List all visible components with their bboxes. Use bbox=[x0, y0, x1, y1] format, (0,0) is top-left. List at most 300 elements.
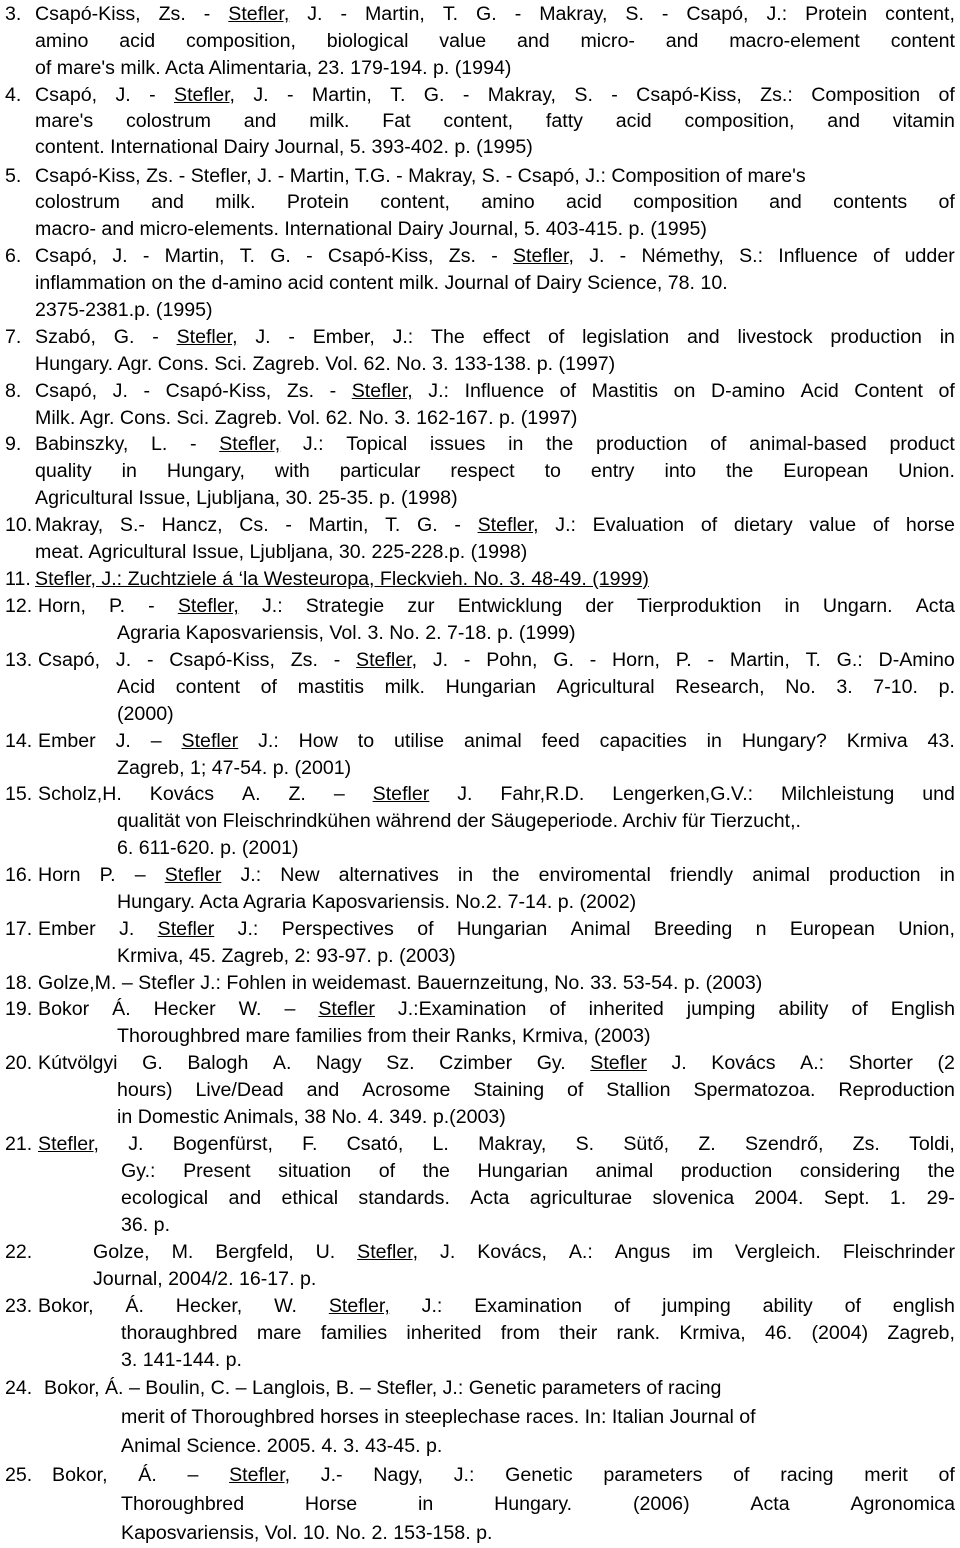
reference-word: of bbox=[710, 433, 727, 455]
reference-word: of bbox=[938, 84, 955, 106]
reference-word: Ember, bbox=[312, 326, 375, 348]
reference-word: respect bbox=[450, 460, 515, 482]
reference-word: Z. bbox=[288, 783, 306, 805]
reference-word: Stefler, bbox=[356, 649, 418, 671]
reference-word: feed bbox=[541, 730, 580, 752]
reference-word: A.: bbox=[568, 1241, 593, 1263]
reference-word: macro- and micro-elements. International Dairy Journal, 5. 403-415. p. (1995) bbox=[35, 218, 707, 240]
reference-word: J. bbox=[307, 3, 323, 25]
reference-word: rank. bbox=[616, 1322, 661, 1344]
reference-number: 16. bbox=[5, 864, 33, 886]
reference-word: J.: bbox=[766, 3, 788, 25]
reference-word: Zs. bbox=[158, 3, 186, 25]
reference-number: 14. bbox=[5, 730, 33, 752]
reference-word: of bbox=[549, 998, 566, 1020]
reference-word: and bbox=[228, 1187, 262, 1209]
reference-word: Hungarian bbox=[456, 918, 548, 940]
reference-line bbox=[35, 405, 577, 431]
reference-word: composition, bbox=[684, 110, 795, 132]
reference-word: Bokor, bbox=[52, 1464, 108, 1486]
reference-word: Zs.: bbox=[760, 84, 793, 106]
reference-word: Hungary. Agr. Cons. Sci. Zagreb. Vol. 62. No. 3. 133-138. p. (1997) bbox=[35, 353, 616, 375]
reference-word: production bbox=[830, 326, 922, 348]
reference-line bbox=[117, 835, 299, 861]
reference-word: Stefler, bbox=[174, 84, 235, 106]
reference-word: effect bbox=[482, 326, 531, 348]
reference-number: 20. bbox=[5, 1052, 33, 1074]
reference-word: - bbox=[203, 3, 211, 25]
reference-word: Cs. bbox=[239, 514, 269, 536]
reference-word: P. bbox=[675, 649, 692, 671]
reference-line bbox=[117, 808, 801, 834]
reference-word: 7-10. bbox=[873, 676, 918, 698]
reference-word: in bbox=[784, 595, 800, 617]
reference-word: considering bbox=[799, 1160, 901, 1182]
reference-line bbox=[117, 755, 351, 781]
reference-word: Horse bbox=[304, 1493, 358, 1515]
reference-word: Stefler, bbox=[351, 380, 413, 402]
reference-word: Krmiva, 45. Zagreb, 2: 93-97. p. (2003) bbox=[117, 945, 456, 967]
reference-word: content. International Dairy Journal, 5. 393-402. p. (1995) bbox=[35, 136, 533, 158]
reference-word: in bbox=[121, 460, 137, 482]
reference-word: Gy.: bbox=[121, 1160, 156, 1182]
reference-word: to bbox=[544, 460, 561, 482]
reference-word: meat. Agricultural Issue, Ljubljana, 30. 225-228.p. (1998) bbox=[35, 541, 528, 563]
reference-word: inflammation on the d-amino acid content milk. Journal of Dairy Science, 78. 10. bbox=[35, 272, 728, 294]
reference-word: J. bbox=[440, 1241, 456, 1263]
reference-word: ability bbox=[778, 998, 829, 1020]
reference-line bbox=[35, 1, 955, 27]
reference-word: J.: bbox=[261, 595, 283, 617]
reference-line bbox=[35, 163, 806, 189]
reference-word: Bokor, Á. – Boulin, C. – Langlois, B. – Stefler, J.: Genetic parameters of racing bbox=[44, 1377, 722, 1399]
reference-word: content, bbox=[885, 3, 955, 25]
reference-word: T. bbox=[239, 245, 255, 267]
reference-word: - bbox=[454, 514, 461, 536]
reference-word: Journal, 2004/2. 16-17. p. bbox=[93, 1268, 317, 1290]
reference-word: value bbox=[439, 30, 487, 52]
reference-word: Milk. Agr. Cons. Sci. Zagreb. Vol. 62. No. 3. 162-167. p. (1997) bbox=[35, 407, 578, 429]
reference-word: 6. 611-620. p. (2001) bbox=[117, 837, 299, 859]
reference-word: colostrum bbox=[125, 110, 211, 132]
reference-word: Shorter bbox=[848, 1052, 913, 1074]
reference-word: mare's bbox=[35, 110, 94, 132]
reference-word: Influence bbox=[778, 245, 858, 267]
reference-line bbox=[38, 1050, 955, 1076]
reference-word: merit bbox=[864, 1464, 908, 1486]
reference-word: S.: bbox=[739, 245, 764, 267]
reference-word: of bbox=[567, 1079, 584, 1101]
reference-word: Union. bbox=[898, 460, 955, 482]
reference-word: ecological bbox=[121, 1187, 209, 1209]
reference-word: production bbox=[595, 433, 688, 455]
reference-number: 3. bbox=[5, 3, 22, 25]
reference-word: Kútvölgyi bbox=[38, 1052, 118, 1074]
reference-word: - bbox=[462, 84, 470, 106]
reference-line bbox=[117, 1023, 651, 1049]
reference-word: Thoroughbred bbox=[121, 1493, 245, 1515]
reference-word: (2 bbox=[937, 1052, 955, 1074]
reference-word: 2004. bbox=[754, 1187, 804, 1209]
reference-number: 25. bbox=[5, 1464, 33, 1486]
reference-word: colostrum bbox=[35, 191, 120, 213]
reference-word: production bbox=[829, 864, 921, 886]
reference-word: – bbox=[187, 1464, 199, 1486]
reference-word: - bbox=[152, 326, 159, 348]
reference-word: P. bbox=[109, 595, 126, 617]
reference-word: Zs. bbox=[852, 1133, 880, 1155]
reference-word: Kaposvariensis, Vol. 10. No. 2. 153-158. p. bbox=[121, 1522, 493, 1544]
reference-line bbox=[35, 189, 955, 215]
reference-word: Csapó-Kiss, bbox=[169, 649, 275, 671]
reference-word: - bbox=[288, 326, 295, 348]
reference-line bbox=[117, 889, 636, 915]
reference-line bbox=[35, 351, 615, 377]
reference-word: Bokor, bbox=[38, 1295, 94, 1317]
reference-word: content bbox=[175, 676, 241, 698]
reference-word: amino bbox=[35, 30, 89, 52]
reference-word: T. bbox=[385, 514, 401, 536]
reference-word: standards. bbox=[358, 1187, 450, 1209]
reference-word: inherited bbox=[406, 1322, 482, 1344]
reference-word: Hungary. Acta Agraria Kaposvariensis. No.2. 7-14. p. (2002) bbox=[117, 891, 637, 913]
reference-word: product bbox=[889, 433, 955, 455]
reference-word: Horn, bbox=[612, 649, 660, 671]
reference-number: 21. bbox=[5, 1133, 33, 1155]
reference-word: The bbox=[431, 326, 465, 348]
reference-word: Stefler bbox=[181, 730, 239, 752]
reference-word: the bbox=[492, 864, 520, 886]
reference-word: and bbox=[243, 110, 277, 132]
reference-line bbox=[35, 512, 955, 538]
reference-word: Krmiva bbox=[846, 730, 908, 752]
reference-word: of bbox=[938, 380, 955, 402]
reference-word: the bbox=[726, 460, 754, 482]
reference-word: of bbox=[260, 676, 277, 698]
reference-word: in bbox=[418, 1493, 434, 1515]
reference-word: into bbox=[664, 460, 697, 482]
reference-word: - bbox=[146, 649, 154, 671]
reference-word: Pohn, bbox=[486, 649, 538, 671]
reference-line bbox=[38, 996, 955, 1022]
reference-word: situation bbox=[278, 1160, 352, 1182]
reference-word: Evaluation bbox=[592, 514, 685, 536]
reference-word: Ember bbox=[38, 918, 96, 940]
reference-word: jumping bbox=[662, 1295, 731, 1317]
reference-line bbox=[35, 566, 649, 592]
reference-word: Bogenfürst, bbox=[172, 1133, 273, 1155]
reference-word: J. bbox=[128, 1133, 144, 1155]
reference-word: Thoroughbred mare families from their Ranks, Krmiva, (2003) bbox=[117, 1025, 651, 1047]
reference-word: L. bbox=[432, 1133, 449, 1155]
reference-word: J. bbox=[432, 649, 449, 671]
reference-word: Live/Dead bbox=[195, 1079, 284, 1101]
reference-number: 4. bbox=[5, 84, 22, 106]
reference-word: W. bbox=[274, 1295, 297, 1317]
reference-word: Kovács bbox=[711, 1052, 776, 1074]
reference-word: 36. p. bbox=[121, 1214, 171, 1236]
reference-word: Nagy, bbox=[373, 1464, 423, 1486]
reference-word: Balogh bbox=[187, 1052, 249, 1074]
reference-word: Fat bbox=[382, 110, 411, 132]
reference-word: J.: bbox=[392, 326, 414, 348]
reference-line bbox=[35, 108, 955, 134]
reference-number: 12. bbox=[5, 595, 33, 617]
reference-word: Csapó, bbox=[35, 380, 98, 402]
reference-word: (2000) bbox=[117, 703, 174, 725]
reference-word: J.: bbox=[421, 1295, 443, 1317]
reference-word: Agricultural Issue, Ljubljana, 30. 25-35. p. (1998) bbox=[35, 487, 458, 509]
reference-word: - bbox=[189, 433, 197, 455]
reference-number: 22. bbox=[5, 1241, 33, 1263]
reference-line bbox=[117, 620, 576, 646]
reference-word: of bbox=[547, 326, 565, 348]
reference-word: S. bbox=[625, 3, 644, 25]
reference-word: Animal Science. 2005. 4. 3. 43-45. p. bbox=[121, 1435, 443, 1457]
reference-word: – bbox=[134, 864, 146, 886]
reference-word: jumping bbox=[686, 998, 756, 1020]
reference-word: acid bbox=[565, 191, 602, 213]
reference-word: A.: bbox=[800, 1052, 825, 1074]
reference-line bbox=[121, 1212, 170, 1238]
reference-word: with bbox=[274, 460, 310, 482]
reference-word: Lengerken,G.V.: bbox=[612, 783, 754, 805]
reference-line bbox=[38, 916, 955, 942]
reference-line bbox=[35, 270, 728, 296]
reference-word: Zs. bbox=[290, 649, 318, 671]
reference-word: Ember bbox=[38, 730, 96, 752]
reference-word: Acta bbox=[915, 595, 955, 617]
reference-word: D-amino bbox=[710, 380, 786, 402]
reference-word: 2375-2381.p. (1995) bbox=[35, 299, 213, 321]
reference-word: dietary bbox=[733, 514, 793, 536]
reference-word: Zagreb, bbox=[887, 1322, 955, 1344]
reference-word: und bbox=[922, 783, 955, 805]
reference-line bbox=[35, 324, 955, 350]
reference-number: 15. bbox=[5, 783, 33, 805]
reference-word: thoraughbred bbox=[121, 1322, 238, 1344]
reference-word: Protein bbox=[286, 191, 349, 213]
reference-word: milk. bbox=[309, 110, 350, 132]
reference-word: J.- bbox=[320, 1464, 343, 1486]
reference-word: on bbox=[673, 380, 696, 402]
reference-line bbox=[35, 243, 955, 269]
reference-word: animal bbox=[595, 1160, 654, 1182]
reference-word: Protein bbox=[805, 3, 868, 25]
reference-line bbox=[35, 134, 533, 160]
reference-word: G. bbox=[113, 326, 135, 348]
reference-word: issues bbox=[429, 433, 486, 455]
reference-word: – bbox=[284, 998, 296, 1020]
reference-line bbox=[117, 1077, 955, 1103]
reference-word: milk. bbox=[384, 676, 425, 698]
reference-word: and bbox=[769, 191, 802, 213]
reference-word: J.: bbox=[453, 1464, 475, 1486]
reference-word: Tierproduktion bbox=[636, 595, 762, 617]
reference-word: - bbox=[285, 514, 292, 536]
reference-word: J. bbox=[589, 245, 605, 267]
reference-line bbox=[35, 297, 213, 323]
reference-line bbox=[35, 431, 955, 457]
reference-word: Csapó, bbox=[35, 84, 98, 106]
reference-word: - bbox=[707, 649, 715, 671]
reference-word: Csapó-Kiss, bbox=[35, 3, 141, 25]
reference-word: (2006) bbox=[632, 1493, 690, 1515]
reference-word: friendly bbox=[669, 864, 734, 886]
reference-line bbox=[121, 1347, 242, 1373]
reference-line bbox=[121, 1404, 756, 1430]
reference-word: J.: bbox=[240, 864, 262, 886]
reference-word: P. bbox=[99, 864, 116, 886]
reference-word: Hecker bbox=[153, 998, 216, 1020]
reference-word: - bbox=[491, 245, 498, 267]
reference-word: Zs. bbox=[448, 245, 476, 267]
reference-word: macro-element bbox=[729, 30, 860, 52]
reference-word: entry bbox=[590, 460, 635, 482]
reference-word: composition bbox=[633, 191, 738, 213]
reference-word: of bbox=[851, 998, 868, 1020]
reference-word: Kovács, bbox=[477, 1241, 547, 1263]
reference-word: Influence bbox=[464, 380, 545, 402]
reference-line bbox=[121, 1520, 492, 1546]
reference-word: Némethy, bbox=[641, 245, 724, 267]
reference-word: - bbox=[333, 649, 341, 671]
reference-word: How bbox=[298, 730, 338, 752]
reference-line bbox=[44, 1375, 721, 1401]
reference-word: G. bbox=[142, 1052, 163, 1074]
reference-word: W. bbox=[238, 998, 262, 1020]
reference-word: Csapó, bbox=[35, 245, 98, 267]
reference-word: Acta bbox=[470, 1187, 510, 1209]
reference-word: of bbox=[559, 380, 577, 402]
reference-word: Zs. bbox=[286, 380, 315, 402]
reference-word: - bbox=[611, 84, 618, 106]
reference-word: A. bbox=[272, 1052, 292, 1074]
reference-word: im bbox=[692, 1241, 713, 1263]
reference-line bbox=[35, 82, 955, 108]
reference-line bbox=[35, 485, 458, 511]
reference-word: ability bbox=[762, 1295, 813, 1317]
reference-word: Stefler bbox=[318, 998, 375, 1020]
reference-word: their bbox=[559, 1322, 598, 1344]
reference-word: Present bbox=[183, 1160, 251, 1182]
reference-line bbox=[121, 1433, 442, 1459]
reference-word: Milchleistung bbox=[781, 783, 895, 805]
reference-word: Research, bbox=[675, 676, 765, 698]
reference-word: European bbox=[789, 918, 875, 940]
reference-word: No. bbox=[785, 676, 816, 698]
reference-word: Kovács bbox=[149, 783, 215, 805]
reference-word: Szabó, bbox=[35, 326, 97, 348]
reference-word: amino bbox=[481, 191, 535, 213]
reference-word: Agricultural bbox=[556, 676, 655, 698]
reference-word: (2004) bbox=[811, 1322, 869, 1344]
reference-line bbox=[35, 55, 511, 81]
reference-word: Á. bbox=[138, 1464, 157, 1486]
reference-word: Agronomica bbox=[850, 1493, 955, 1515]
reference-word: and bbox=[686, 326, 720, 348]
reference-word: zur bbox=[407, 595, 435, 617]
reference-word: Horn bbox=[38, 864, 81, 886]
reference-word: value bbox=[809, 514, 857, 536]
reference-word: and bbox=[516, 30, 550, 52]
reference-word: J. bbox=[255, 326, 271, 348]
reference-word: G. bbox=[553, 649, 574, 671]
reference-line bbox=[117, 943, 456, 969]
reference-line bbox=[121, 1491, 955, 1517]
reference-word: parameters bbox=[603, 1464, 703, 1486]
reference-word: Fahr,R.D. bbox=[500, 783, 585, 805]
reference-word: families bbox=[320, 1322, 388, 1344]
reference-word: T. bbox=[442, 3, 459, 25]
reference-number: 18. bbox=[5, 972, 33, 994]
reference-word: - bbox=[143, 380, 151, 402]
reference-word: p. bbox=[938, 676, 955, 698]
reference-word: Csapó, bbox=[686, 3, 749, 25]
reference-word: vitamin bbox=[892, 110, 955, 132]
reference-word: Stefler, bbox=[177, 595, 239, 617]
reference-number: 9. bbox=[5, 433, 22, 455]
reference-word: Hungary, bbox=[166, 460, 245, 482]
reference-word: J.: bbox=[555, 514, 576, 536]
reference-word: in bbox=[706, 730, 722, 752]
reference-word: Entwicklung bbox=[457, 595, 563, 617]
reference-word: Mastitis bbox=[591, 380, 659, 402]
reference-word: Perspectives bbox=[281, 918, 394, 940]
reference-word: Stefler, bbox=[219, 433, 281, 455]
reference-word: Animal bbox=[570, 918, 631, 940]
reference-word: 3. 141-144. p. bbox=[121, 1349, 242, 1371]
reference-word: Vergleich. bbox=[734, 1241, 821, 1263]
reference-word: Strategie bbox=[305, 595, 385, 617]
reference-word: ethical bbox=[281, 1187, 339, 1209]
reference-word: Zagreb, 1; 47-54. p. (2001) bbox=[117, 757, 352, 779]
reference-word: Sept. bbox=[823, 1187, 870, 1209]
reference-word: contents bbox=[833, 191, 908, 213]
reference-word: A. bbox=[242, 783, 261, 805]
reference-number: 19. bbox=[5, 998, 33, 1020]
reference-word: - bbox=[329, 380, 337, 402]
reference-word: production bbox=[680, 1160, 773, 1182]
reference-word: Acrosome bbox=[362, 1079, 451, 1101]
reference-word: Stallion bbox=[606, 1079, 671, 1101]
reference-word: qualität von Fleischrindkühen während der Säugeperiode. Archiv für Tierzucht,. bbox=[117, 810, 801, 832]
reference-word: of bbox=[872, 514, 890, 536]
reference-word: Martin, bbox=[364, 3, 425, 25]
reference-word: Martin, bbox=[308, 514, 369, 536]
reference-word: J.: bbox=[237, 918, 259, 940]
reference-word: acid bbox=[615, 110, 652, 132]
reference-word: Stefler, bbox=[357, 1241, 419, 1263]
reference-word: J. bbox=[671, 1052, 687, 1074]
reference-word: the bbox=[422, 1160, 450, 1182]
reference-number: 6. bbox=[5, 245, 22, 267]
reference-word: mare bbox=[256, 1322, 302, 1344]
reference-word: of bbox=[873, 245, 890, 267]
reference-word: Stefler, bbox=[477, 514, 539, 536]
reference-word: S. bbox=[575, 1133, 595, 1155]
reference-word: particular bbox=[339, 460, 421, 482]
reference-word: Makray, bbox=[35, 514, 104, 536]
reference-number: 11. bbox=[5, 568, 31, 590]
reference-word: Á. bbox=[112, 998, 131, 1020]
reference-word: Stefler bbox=[372, 783, 430, 805]
reference-word: Csató, bbox=[346, 1133, 404, 1155]
reference-word: J. bbox=[119, 918, 135, 940]
reference-word: milk. bbox=[215, 191, 256, 213]
reference-word: Csapó-Kiss, bbox=[165, 380, 272, 402]
reference-line bbox=[38, 728, 955, 754]
